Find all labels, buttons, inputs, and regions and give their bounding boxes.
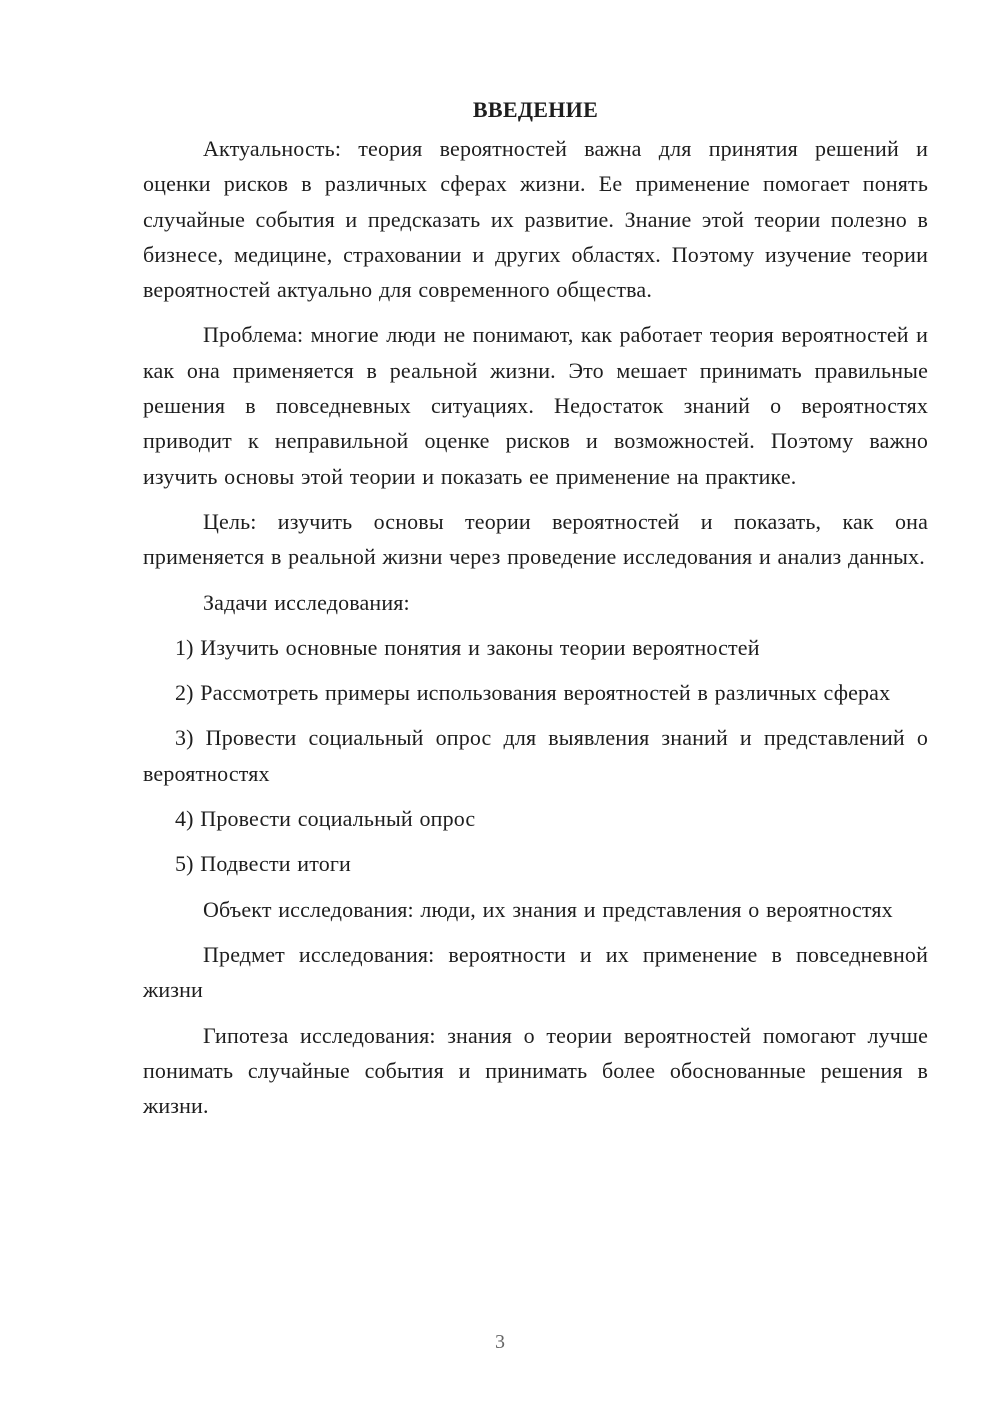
paragraph-problem: Проблема: многие люди не понимают, как работает теория вероятностей и как она применяется в реальной жизни. Это мешает принимать правильные решения в повседневных ситуациях. Недостаток знаний о вероятностях приводит к неправильной оценке рисков и возможностей. Поэтому важно изучить основы этой теории и показать ее применение на практике. — [143, 322, 928, 489]
paragraph-relevance: Актуальность: теория вероятностей важна для принятия решений и оценки рисков в различных сферах жизни. Ее применение помогает понять случайные события и предсказать их развитие. Знание этой теории полезно в бизнесе, медицине, страховании и других областях. Поэтому изучение теории вероятностей актуально для современного общества. — [143, 136, 928, 303]
task-item-1: 1) Изучить основные понятия и законы теории вероятностей — [175, 634, 760, 660]
paragraph-hypothesis: Гипотеза исследования: знания о теории вероятностей помогают лучше понимать случайные события и принимать более обоснованные решения в жизни. — [143, 1022, 928, 1119]
task-item-2: 2) Рассмотреть примеры использования вероятностей в различных сферах — [175, 680, 891, 706]
tasks-heading: Задачи исследования: — [203, 589, 410, 615]
paragraph-subject: Предмет исследования: вероятности и их применение в повседневной жизни — [143, 941, 928, 1003]
task-item-3: 3) Провести социальный опрос для выявления знаний и представлений о вероятностях — [143, 725, 928, 786]
paragraph-goal: Цель: изучить основы теории вероятностей и показать, как она применяется в реальной жизни через проведение исследования и анализ данных. — [143, 508, 928, 570]
document-page — [143, 92, 928, 1133]
page-number: 3 — [495, 1331, 505, 1353]
paragraph-object: Объект исследования: люди, их знания и представления о вероятностях — [203, 896, 893, 922]
page-title: ВВЕДЕНИЕ — [472, 97, 599, 122]
task-item-5: 5) Подвести итоги — [175, 851, 351, 877]
task-item-4: 4) Провести социальный опрос — [175, 806, 476, 832]
